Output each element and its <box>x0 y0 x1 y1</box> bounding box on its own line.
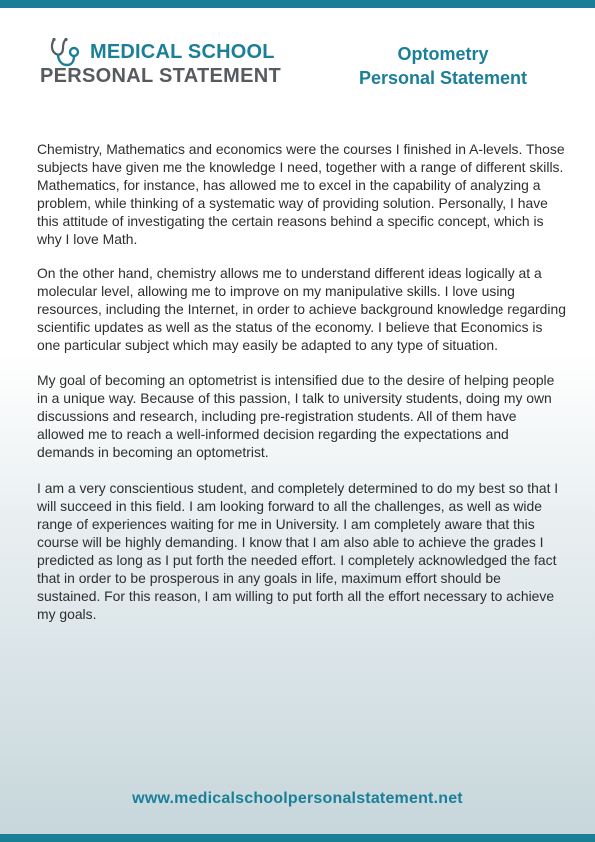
paragraph-2: On the other hand, chemistry allows me to understand different ideas logically at a molecular level, allowing me to improve on my manipulative skills. I love using resources, including the Internet, in order to achieve background knowledge regarding scientific updates as well as the status of the economy. I believe that Economics is one particular subject which may easily be adapted to any type of situation. <box>37 264 566 353</box>
logo-line-2: PERSONAL STATEMENT <box>40 65 281 87</box>
site-logo[interactable] <box>40 36 296 96</box>
paragraph-4: I am a very conscientious student, and completely determined to do my best so that I will succeed in this field. I am looking forward to all the challenges, as well as wide range of experiences waiting for me in University. I am completely aware that this course will be highly demanding. I know that I am also able to achieve the grades I predicted as long as I put forth the needed effort. I completely acknowledged the fact that in order to be prosperous in any goals in life, maximum effort should be sustained. For this reason, I am willing to put forth all the effort necessary to achieve my goals. <box>37 479 559 623</box>
paragraph-1: Chemistry, Mathematics and economics were the courses I finished in A-levels. Those subjects have given me the knowledge I need, together with a range of different skills. Mathematics, for instance, has allowed me to excel in the capability of analyzing a problem, while thinking of a systematic way of providing solution. Personally, I have this attitude of investigating the certain reasons behind a specific concept, which is why I love Math. <box>37 141 565 248</box>
footer-url-link[interactable]: www.medicalschoolpersonalstatement.net <box>132 790 463 807</box>
title-line-2: Personal Statement <box>358 68 528 88</box>
bottom-accent-bar <box>0 834 595 842</box>
logo-line-1: MEDICAL SCHOOL <box>90 41 275 63</box>
title-line-1: Optometry <box>397 44 489 64</box>
paragraph-3: My goal of becoming an optometrist is intensified due to the desire of helping people in a unique way. Because of this passion, I talk to university students, doing my own discussions and research, including pre-registration students. All of them have allowed me to reach a well-informed decision regarding the expectations and demands in becoming an optometrist. <box>37 372 555 461</box>
top-accent-bar <box>0 0 595 8</box>
document-title <box>340 42 546 90</box>
statement-body <box>37 140 567 640</box>
